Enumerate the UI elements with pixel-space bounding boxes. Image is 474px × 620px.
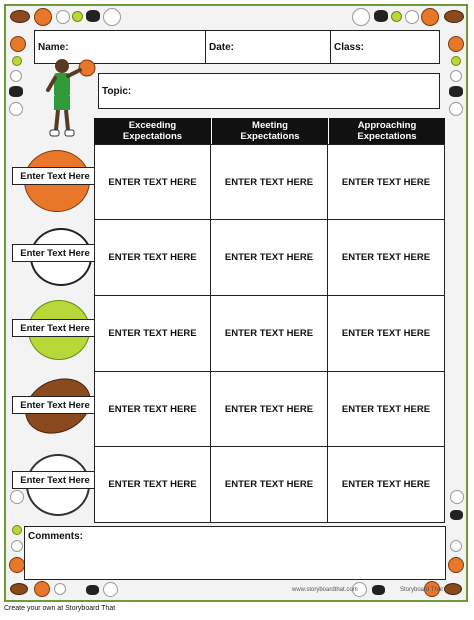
tennis-ball-icon xyxy=(451,56,461,66)
hockey-puck-icon xyxy=(372,585,385,595)
baseball-icon xyxy=(450,540,462,552)
row-label-2[interactable]: Enter Text Here xyxy=(12,244,98,262)
class-label: Class: xyxy=(334,42,365,53)
hockey-puck-icon xyxy=(86,585,99,595)
watermark-right: Storyboard That xyxy=(400,587,443,593)
volleyball-icon xyxy=(352,8,370,26)
hockey-puck-icon xyxy=(9,86,23,97)
basketball-icon xyxy=(421,8,439,26)
tennis-ball-icon xyxy=(12,56,22,66)
volleyball-icon xyxy=(103,582,118,597)
comments-field[interactable] xyxy=(24,526,446,580)
rubric-cell-1-2[interactable]: ENTER TEXT HERE xyxy=(210,144,328,220)
baseball-icon xyxy=(11,540,23,552)
basketball-icon xyxy=(448,36,464,52)
row-label-5[interactable]: Enter Text Here xyxy=(12,471,98,489)
basketball-icon xyxy=(9,557,25,573)
tennis-ball-icon xyxy=(12,525,22,535)
football-icon xyxy=(10,10,30,23)
rubric-cell-4-3[interactable]: ENTER TEXT HERE xyxy=(327,371,445,447)
comments-label: Comments: xyxy=(28,531,84,542)
volleyball-icon xyxy=(10,490,24,504)
rubric-cell-3-2[interactable]: ENTER TEXT HERE xyxy=(210,295,328,372)
name-label: Name: xyxy=(38,42,69,53)
rubric-cell-5-3[interactable]: ENTER TEXT HERE xyxy=(327,446,445,523)
rubric-cell-1-1[interactable]: ENTER TEXT HERE xyxy=(94,144,211,220)
rubric-cell-5-1[interactable]: ENTER TEXT HERE xyxy=(94,446,211,523)
baseball-icon xyxy=(405,10,419,24)
row-label-4[interactable]: Enter Text Here xyxy=(12,396,98,414)
hockey-puck-icon xyxy=(449,86,463,97)
volleyball-icon xyxy=(450,490,464,504)
soccer-ball-icon xyxy=(449,102,463,116)
baseball-icon xyxy=(56,10,70,24)
row-label-1[interactable]: Enter Text Here xyxy=(12,167,98,185)
baseball-icon xyxy=(10,70,22,82)
rubric-cell-4-1[interactable]: ENTER TEXT HERE xyxy=(94,371,211,447)
column-header-exceeding: Exceeding Expectations xyxy=(94,118,211,144)
rubric-cell-1-3[interactable]: ENTER TEXT HERE xyxy=(327,144,445,220)
basketball-icon xyxy=(448,557,464,573)
football-icon xyxy=(444,583,462,595)
tennis-ball-icon xyxy=(391,11,402,22)
column-header-meeting: Meeting Expectations xyxy=(211,118,328,144)
football-icon xyxy=(444,10,464,23)
soccer-ball-icon xyxy=(9,102,23,116)
baseball-icon xyxy=(450,70,462,82)
hockey-puck-icon xyxy=(374,10,388,22)
rubric-cell-2-1[interactable]: ENTER TEXT HERE xyxy=(94,219,211,296)
rubric-cell-2-3[interactable]: ENTER TEXT HERE xyxy=(327,219,445,296)
watermark-left: www.storyboardthat.com xyxy=(292,587,358,593)
tennis-ball-icon xyxy=(72,11,83,22)
date-field[interactable] xyxy=(205,30,331,64)
footer-credit[interactable]: Create your own at Storyboard That xyxy=(4,605,116,612)
rubric-cell-2-2[interactable]: ENTER TEXT HERE xyxy=(210,219,328,296)
volleyball-icon xyxy=(103,8,121,26)
baseball-icon xyxy=(54,583,66,595)
basketball-icon xyxy=(10,36,26,52)
rubric-cell-4-2[interactable]: ENTER TEXT HERE xyxy=(210,371,328,447)
basketball-icon xyxy=(34,8,52,26)
topic-field[interactable] xyxy=(98,73,440,109)
topic-label: Topic: xyxy=(102,86,132,97)
football-icon xyxy=(10,583,28,595)
rubric-cell-3-1[interactable]: ENTER TEXT HERE xyxy=(94,295,211,372)
date-label: Date: xyxy=(209,42,235,53)
row-label-3[interactable]: Enter Text Here xyxy=(12,319,98,337)
rubric-cell-3-3[interactable]: ENTER TEXT HERE xyxy=(327,295,445,372)
hockey-puck-icon xyxy=(450,510,463,520)
class-field[interactable] xyxy=(330,30,440,64)
basketball-icon xyxy=(34,581,50,597)
column-header-approaching: Approaching Expectations xyxy=(328,118,445,144)
hockey-puck-icon xyxy=(86,10,100,22)
basketball-player-illustration xyxy=(40,56,98,142)
rubric-cell-5-2[interactable]: ENTER TEXT HERE xyxy=(210,446,328,523)
